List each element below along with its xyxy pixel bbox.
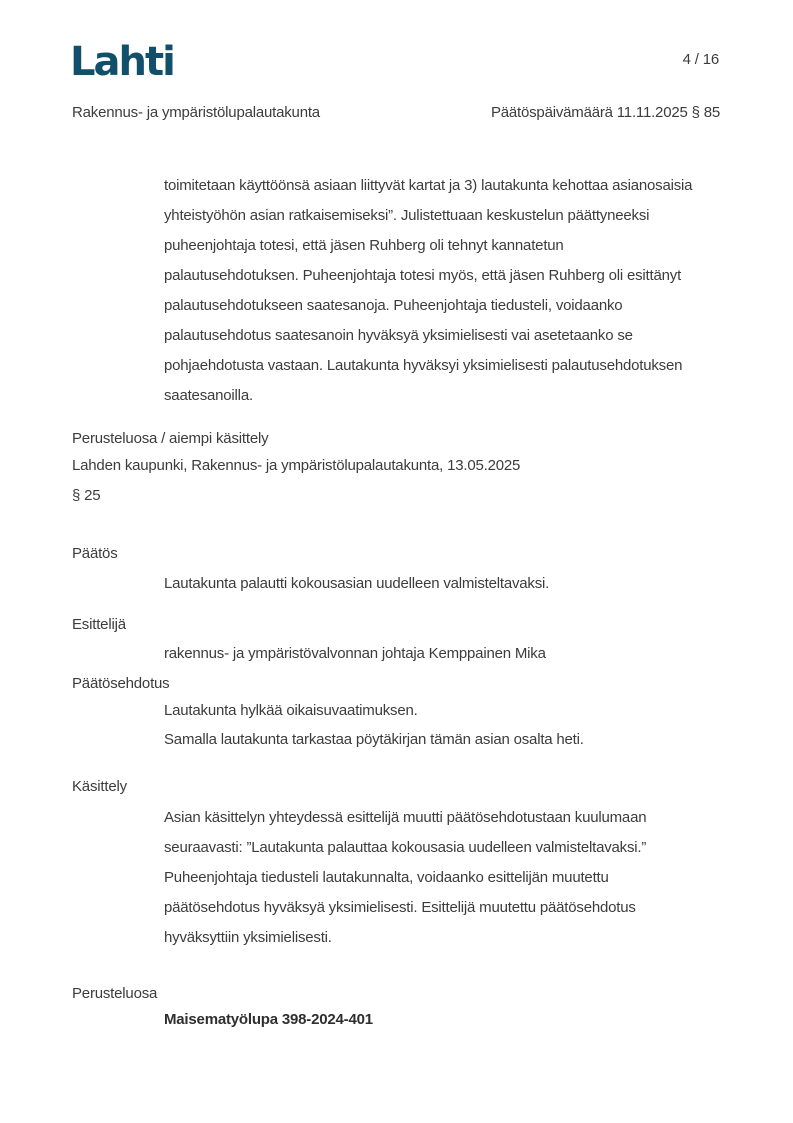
section-heading-handling: Käsittely — [72, 778, 127, 795]
paragraph-line: palautusehdotuksen. Puheenjohtaja totesi myös, että jäsen Ruhberg oli esittänyt — [164, 267, 682, 284]
presenter-text: rakennus- ja ympäristövalvonnan johtaja Kemppainen Mika — [164, 645, 546, 662]
proposal-line-1: Lautakunta hylkää oikaisuvaatimuksen. — [164, 702, 418, 719]
section-heading-earlier-handling: Perusteluosa / aiempi käsittely — [72, 430, 269, 447]
handling-paragraph — [164, 803, 764, 953]
earlier-handling-source: Lahden kaupunki, Rakennus- ja ympäristölupalautakunta, 13.05.2025 — [72, 457, 521, 474]
paragraph-line: pohjaehdotusta vastaan. Lautakunta hyväksyi yksimielisesti palautusehdotuksen — [164, 357, 683, 374]
page-number: 4 / 16 — [682, 51, 719, 68]
decision-text: Lautakunta palautti kokousasian uudelleen valmisteltavaksi. — [164, 575, 550, 592]
paragraph-line: seuraavasti: ”Lautakunta palauttaa kokousasia uudelleen valmisteltavaksi.” — [164, 839, 647, 856]
paragraph-line: palautusehdotukseen saatesanoja. Puheenjohtaja tiedusteli, voidaanko — [164, 297, 623, 314]
paragraph-line: Puheenjohtaja tiedusteli lautakunnalta, voidaanko esittelijän muutettu — [164, 869, 609, 886]
paragraph-line: saatesanoilla. — [164, 387, 253, 404]
paragraph-line: palautusehdotus saatesanoin hyväksyä yksimielisesti vai asetetaanko se — [164, 327, 633, 344]
paragraph-line: toimitetaan käyttöönsä asiaan liittyvät kartat ja 3) lautakunta kehottaa asianosaisia — [164, 177, 693, 194]
paragraph-line: Asian käsittelyn yhteydessä esittelijä muutti päätösehdotustaan kuulumaan — [164, 809, 647, 826]
decision-date: Päätöspäivämäärä 11.11.2025 § 85 — [490, 104, 720, 121]
intro-paragraph — [164, 171, 764, 411]
committee-title: Rakennus- ja ympäristölupalautakunta — [72, 104, 320, 121]
permit-title: Maisematyölupa 398-2024-401 — [164, 1011, 373, 1028]
lahti-logo: Lahti — [70, 39, 174, 85]
section-heading-presenter: Esittelijä — [72, 616, 126, 633]
earlier-handling-section-ref: § 25 — [72, 487, 101, 504]
paragraph-line: puheenjohtaja totesi, että jäsen Ruhberg oli tehnyt kannatetun — [164, 237, 564, 254]
section-heading-decision: Päätös — [72, 545, 118, 562]
section-heading-proposal: Päätösehdotus — [72, 675, 170, 692]
proposal-line-2: Samalla lautakunta tarkastaa pöytäkirjan tämän asian osalta heti. — [164, 731, 584, 748]
paragraph-line: hyväksyttiin yksimielisesti. — [164, 929, 332, 946]
paragraph-line: yhteistyöhön asian ratkaisemiseksi”. Julistettuaan keskustelun päättyneeksi — [164, 207, 650, 224]
paragraph-line: päätösehdotus hyväksyä yksimielisesti. Esittelijä muutettu päätösehdotus — [164, 899, 636, 916]
section-heading-justification: Perusteluosa — [72, 985, 158, 1002]
